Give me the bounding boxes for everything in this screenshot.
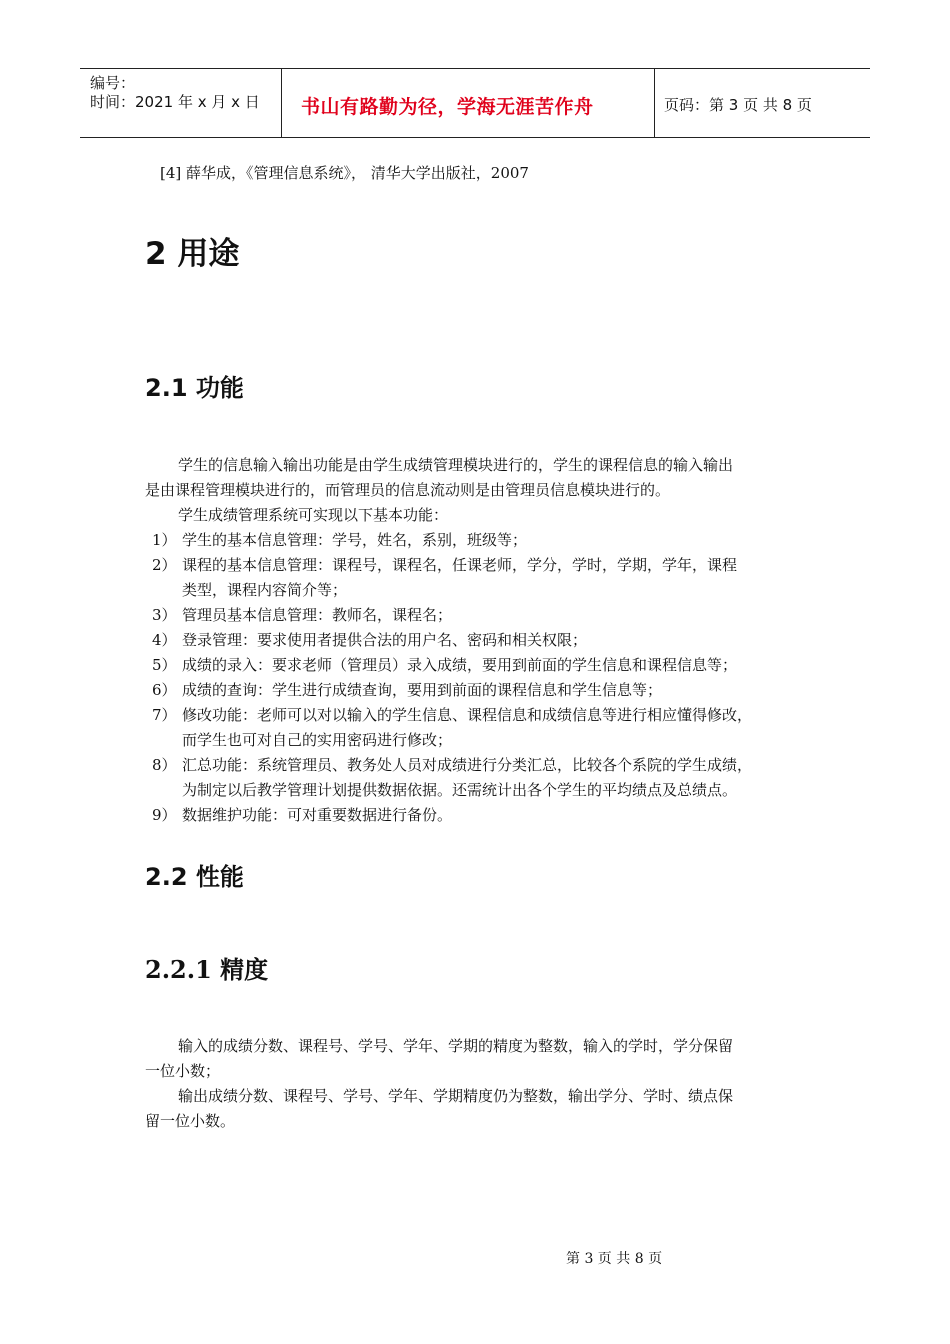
list-item-number: 2） [152,556,177,574]
list-item: 管理员基本信息管理：教师名，课程名； [182,606,453,624]
page-footer: 第 3 页 共 8 页 [566,1251,663,1267]
paragraph-line: 是由课程管理模块进行的，而管理员的信息流动则是由管理员信息模块进行的。 [145,481,671,499]
list-item-continuation: 而学生也可对自己的实用密码进行修改； [182,731,453,749]
header-page-info: 页码：第 3 页 共 8 页 [664,96,812,114]
list-item-continuation: 类型，课程内容简介等； [182,581,348,599]
list-item: 数据维护功能：可对重要数据进行备份。 [182,806,453,824]
header-divider [281,69,282,137]
paragraph-line: 输出成绩分数、课程号、学号、学年、学期精度仍为整数，输出学分、学时、绩点保 [178,1087,734,1105]
list-item: 学生的基本信息管理：学号，姓名，系别，班级等； [182,531,528,549]
paragraph-line: 输入的成绩分数、课程号、学号、学年、学期的精度为整数，输入的学时，学分保留 [178,1037,734,1055]
list-item-continuation: 为制定以后教学管理计划提供数据依据。还需统计出各个学生的平均绩点及总绩点。 [182,781,738,799]
list-item-number: 8） [152,756,177,774]
reference-entry: [4] 薛华成，《管理信息系统》， 清华大学出版社，2007 [160,164,529,182]
header-divider [654,69,655,137]
list-item-number: 5） [152,656,177,674]
subsubsection-title-precision: 2.2.1 精度 [145,955,269,984]
list-item-number: 6） [152,681,177,699]
list-item: 修改功能：老师可以对以输入的学生信息、课程信息和成绩信息等进行相应懂得修改， [182,706,753,724]
paragraph-line: 留一位小数。 [145,1112,236,1130]
list-item: 登录管理：要求使用者提供合法的用户名、密码和相关权限； [182,631,588,649]
list-item-number: 4） [152,631,177,649]
list-item-number: 7） [152,706,177,724]
subsection-title-function: 2.1 功能 [145,374,244,402]
list-item-number: 9） [152,806,177,824]
list-item-number: 1） [152,531,177,549]
document-number-label: 编号： [90,74,136,92]
paragraph-line: 一位小数； [145,1062,221,1080]
subsection-title-performance: 2.2 性能 [145,863,244,891]
list-item-number: 3） [152,606,177,624]
list-item: 汇总功能：系统管理员、教务处人员对成绩进行分类汇总，比较各个系院的学生成绩， [182,756,753,774]
list-item: 课程的基本信息管理：课程号，课程名，任课老师，学分，学时，学期，学年，课程 [182,556,738,574]
header-motto: 书山有路勤为径，学海无涯苦作舟 [301,96,594,118]
paragraph-line: 学生成绩管理系统可实现以下基本功能： [178,506,449,524]
section-title: 2 用途 [145,236,240,272]
list-item: 成绩的录入：要求老师（管理员）录入成绩，要用到前面的学生信息和课程信息等； [182,656,738,674]
paragraph-line: 学生的信息输入输出功能是由学生成绩管理模块进行的，学生的课程信息的输入输出 [178,456,734,474]
document-date: 时间：2021 年 x 月 x 日 [90,93,260,111]
list-item: 成绩的查询：学生进行成绩查询，要用到前面的课程信息和学生信息等； [182,681,663,699]
